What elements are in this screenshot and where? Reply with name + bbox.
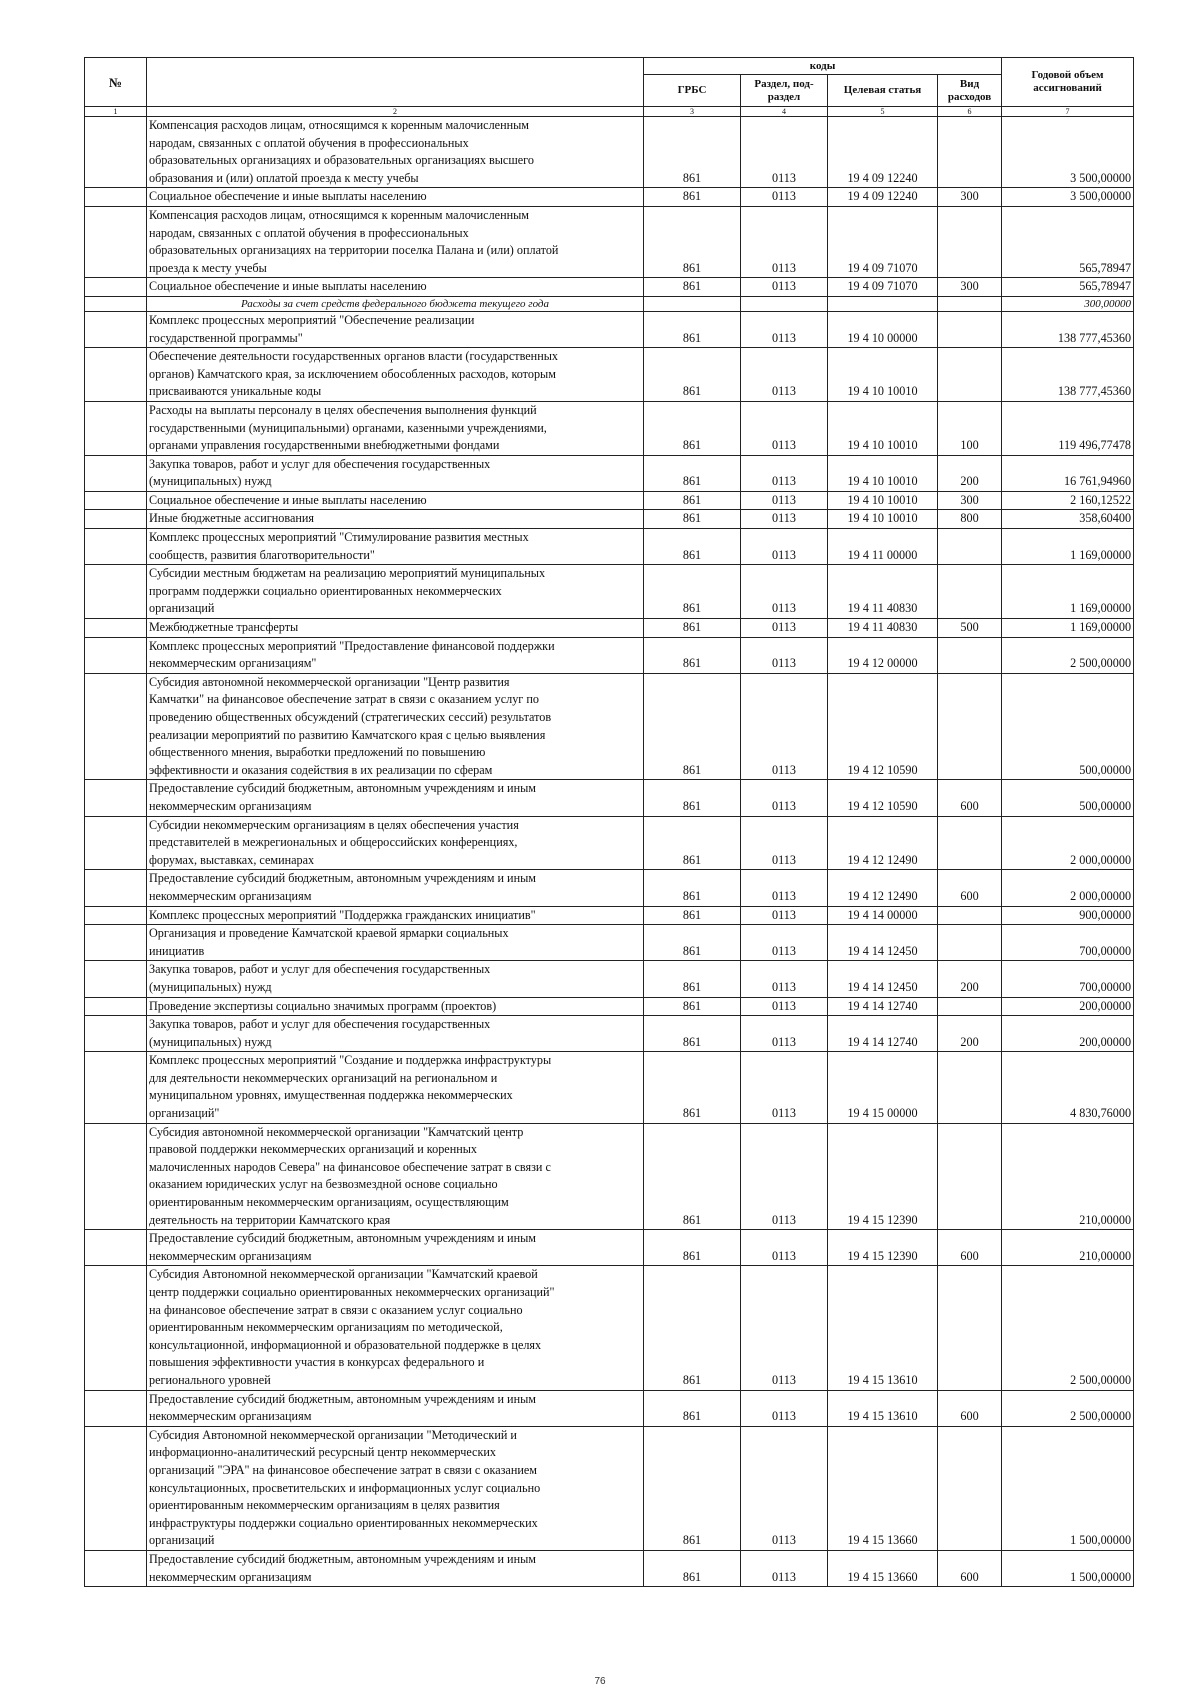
row-section: 0113 (741, 188, 828, 207)
table-header (85, 58, 1134, 117)
column-index: 5 (828, 107, 938, 117)
row-section: 0113 (741, 925, 828, 961)
table-row (85, 1426, 1134, 1550)
header-annual-amount: Годовой объем ассигнований (1002, 58, 1134, 107)
row-target-article: 19 4 10 10010 (828, 401, 938, 455)
row-number-cell (85, 1550, 147, 1586)
row-description: Предоставление субсидий бюджетным, автономным учреждениям и иным некоммерческим организациям (147, 870, 644, 906)
row-grbs: 861 (644, 491, 741, 510)
row-description: Организация и проведение Камчатской краевой ярмарки социальных инициатив (147, 925, 644, 961)
row-target-article: 19 4 14 12740 (828, 997, 938, 1016)
row-grbs: 861 (644, 529, 741, 565)
page-number: 76 (594, 1676, 606, 1687)
row-amount: 1 169,00000 (1002, 619, 1134, 638)
row-expense-kind (938, 311, 1002, 347)
row-number-cell (85, 1123, 147, 1230)
table-row (85, 348, 1134, 402)
row-expense-kind (938, 348, 1002, 402)
row-grbs: 861 (644, 401, 741, 455)
row-number-cell (85, 278, 147, 297)
table-row (85, 206, 1134, 277)
row-grbs: 861 (644, 311, 741, 347)
row-target-article: 19 4 14 00000 (828, 906, 938, 925)
row-section: 0113 (741, 455, 828, 491)
row-description: Комплекс процессных мероприятий "Создание и поддержка инфраструктуры для деятельности некоммерческих организаций на региональном и муниципальном уровнях, имущественная поддержка некоммерческих организаций" (147, 1052, 644, 1123)
header-expense-kind: Вид расходов (938, 75, 1002, 107)
row-description: Расходы за счет средств федерального бюджета текущего года (147, 296, 644, 311)
header-section: Раздел, под- раздел (741, 75, 828, 107)
row-section: 0113 (741, 278, 828, 297)
row-grbs: 861 (644, 619, 741, 638)
column-index-row (85, 107, 1134, 117)
row-target-article: 19 4 14 12450 (828, 961, 938, 997)
row-amount: 4 830,76000 (1002, 1052, 1134, 1123)
row-number-cell (85, 296, 147, 311)
row-number-cell (85, 206, 147, 277)
row-target-article: 19 4 12 12490 (828, 816, 938, 870)
row-number-cell (85, 1052, 147, 1123)
table-row (85, 529, 1134, 565)
row-section: 0113 (741, 1052, 828, 1123)
row-grbs: 861 (644, 510, 741, 529)
table-row (85, 565, 1134, 619)
row-description: Комплекс процессных мероприятий "Стимулирование развития местных сообществ, развития благотворительности" (147, 529, 644, 565)
table-row (85, 188, 1134, 207)
row-grbs: 861 (644, 278, 741, 297)
budget-table-sheet (84, 57, 1133, 1587)
row-description: Закупка товаров, работ и услуг для обеспечения государственных (муниципальных) нужд (147, 1016, 644, 1052)
budget-table (84, 57, 1134, 1587)
row-section: 0113 (741, 673, 828, 780)
row-section: 0113 (741, 565, 828, 619)
row-section: 0113 (741, 510, 828, 529)
row-amount: 2 000,00000 (1002, 870, 1134, 906)
row-grbs: 861 (644, 1052, 741, 1123)
row-section: 0113 (741, 1390, 828, 1426)
row-grbs: 861 (644, 1426, 741, 1550)
row-grbs: 861 (644, 455, 741, 491)
row-number-cell (85, 906, 147, 925)
table-row (85, 1266, 1134, 1390)
row-grbs: 861 (644, 565, 741, 619)
row-target-article: 19 4 15 13660 (828, 1550, 938, 1586)
table-row (85, 997, 1134, 1016)
row-amount: 2 000,00000 (1002, 816, 1134, 870)
row-description: Субсидия автономной некоммерческой организации "Камчатский центр правовой поддержки некоммерческих организаций и коренных малочисленных народов Севера" на финансовое обеспечение затрат в связи с оказанием юридических услуг на безвозмездной основе социально ориентированным некоммерческим организациям, осуществляющим деятельность на территории Камчатского края (147, 1123, 644, 1230)
row-section: 0113 (741, 906, 828, 925)
row-amount: 900,00000 (1002, 906, 1134, 925)
row-section: 0113 (741, 1016, 828, 1052)
header-number: № (85, 58, 147, 107)
row-target-article: 19 4 15 13660 (828, 1426, 938, 1550)
row-grbs (644, 296, 741, 311)
row-description: Социальное обеспечение и иные выплаты населению (147, 278, 644, 297)
row-number-cell (85, 637, 147, 673)
row-description: Предоставление субсидий бюджетным, автономным учреждениям и иным некоммерческим организациям (147, 1550, 644, 1586)
row-number-cell (85, 997, 147, 1016)
row-expense-kind (938, 673, 1002, 780)
row-expense-kind: 100 (938, 401, 1002, 455)
row-expense-kind: 600 (938, 780, 1002, 816)
row-number-cell (85, 565, 147, 619)
row-target-article: 19 4 10 10010 (828, 455, 938, 491)
row-number-cell (85, 529, 147, 565)
row-expense-kind (938, 1426, 1002, 1550)
row-expense-kind: 300 (938, 278, 1002, 297)
row-section: 0113 (741, 816, 828, 870)
row-section: 0113 (741, 311, 828, 347)
row-description: Межбюджетные трансферты (147, 619, 644, 638)
row-expense-kind (938, 529, 1002, 565)
row-grbs: 861 (644, 188, 741, 207)
column-index: 7 (1002, 107, 1134, 117)
row-description: Иные бюджетные ассигнования (147, 510, 644, 529)
header-description (147, 58, 644, 107)
row-number-cell (85, 1266, 147, 1390)
row-amount: 700,00000 (1002, 925, 1134, 961)
row-description: Социальное обеспечение и иные выплаты населению (147, 188, 644, 207)
row-number-cell (85, 1390, 147, 1426)
row-expense-kind: 600 (938, 1390, 1002, 1426)
row-grbs: 861 (644, 961, 741, 997)
row-description: Обеспечение деятельности государственных органов власти (государственных органов) Камчатского края, за исключением обособленных расходов, которым присваиваются уникальные коды (147, 348, 644, 402)
row-amount: 210,00000 (1002, 1230, 1134, 1266)
row-target-article: 19 4 12 00000 (828, 637, 938, 673)
row-amount: 2 500,00000 (1002, 1266, 1134, 1390)
row-amount: 565,78947 (1002, 278, 1134, 297)
row-section: 0113 (741, 1230, 828, 1266)
table-row (85, 311, 1134, 347)
row-amount: 300,00000 (1002, 296, 1134, 311)
row-description: Предоставление субсидий бюджетным, автономным учреждениям и иным некоммерческим организациям (147, 780, 644, 816)
row-amount: 2 500,00000 (1002, 1390, 1134, 1426)
row-target-article: 19 4 12 12490 (828, 870, 938, 906)
row-section: 0113 (741, 780, 828, 816)
row-number-cell (85, 311, 147, 347)
row-grbs: 861 (644, 117, 741, 188)
column-index: 1 (85, 107, 147, 117)
table-row (85, 673, 1134, 780)
row-target-article: 19 4 10 10010 (828, 491, 938, 510)
row-number-cell (85, 348, 147, 402)
row-amount: 565,78947 (1002, 206, 1134, 277)
row-grbs: 861 (644, 1016, 741, 1052)
row-description: Субсидия Автономной некоммерческой организации "Методический и информационно-аналитический ресурсный центр некоммерческих организаций "ЭРА" на финансовое обеспечение затрат в связи с оказанием консультационных, просветительских и информационных услуг социально ориентированным некоммерческим организациям в целях развития инфраструктуры поддержки социально ориентированных некоммерческих организаций (147, 1426, 644, 1550)
header-grbs: ГРБС (644, 75, 741, 107)
row-expense-kind (938, 1266, 1002, 1390)
header-target-article: Целевая статья (828, 75, 938, 107)
row-section (741, 296, 828, 311)
row-number-cell (85, 188, 147, 207)
row-amount: 1 169,00000 (1002, 565, 1134, 619)
row-expense-kind: 200 (938, 1016, 1002, 1052)
table-row (85, 780, 1134, 816)
row-amount: 1 500,00000 (1002, 1426, 1134, 1550)
row-expense-kind (938, 925, 1002, 961)
row-grbs: 861 (644, 906, 741, 925)
row-expense-kind: 300 (938, 188, 1002, 207)
row-section: 0113 (741, 1266, 828, 1390)
row-description: Компенсация расходов лицам, относящимся к коренным малочисленным народам, связанных с оплатой обучения в профессиональных образовательных организациях и образовательных организациях высшего образования и (или) оплатой проезда к месту учебы (147, 117, 644, 188)
row-amount: 210,00000 (1002, 1123, 1134, 1230)
row-section: 0113 (741, 961, 828, 997)
row-number-cell (85, 870, 147, 906)
column-index: 4 (741, 107, 828, 117)
row-grbs: 861 (644, 1123, 741, 1230)
row-expense-kind (938, 206, 1002, 277)
row-description: Субсидии местным бюджетам на реализацию мероприятий муниципальных программ поддержки социально ориентированных некоммерческих организаций (147, 565, 644, 619)
row-section: 0113 (741, 206, 828, 277)
row-description: Комплекс процессных мероприятий "Обеспечение реализации государственной программы" (147, 311, 644, 347)
row-target-article: 19 4 14 12740 (828, 1016, 938, 1052)
row-description: Расходы на выплаты персоналу в целях обеспечения выполнения функций государственными (муниципальными) органами, казенными учреждениями, органами управления государственными внебюджетными фондами (147, 401, 644, 455)
row-number-cell (85, 780, 147, 816)
table-row (85, 1230, 1134, 1266)
row-description: Проведение экспертизы социально значимых программ (проектов) (147, 997, 644, 1016)
row-number-cell (85, 1230, 147, 1266)
header-codes: коды (644, 58, 1002, 75)
row-amount: 3 500,00000 (1002, 188, 1134, 207)
table-body (85, 117, 1134, 1587)
row-target-article: 19 4 15 13610 (828, 1390, 938, 1426)
table-row (85, 1550, 1134, 1586)
row-target-article: 19 4 15 13610 (828, 1266, 938, 1390)
row-grbs: 861 (644, 1230, 741, 1266)
row-amount: 200,00000 (1002, 1016, 1134, 1052)
row-description: Субсидия автономной некоммерческой организации "Центр развития Камчатки" на финансовое обеспечение затрат в связи с оказанием услуг по проведению общественных обсуждений (стратегических сессий) результатов реализации мероприятий по развитию Камчатского края с целью выявления общественного мнения, выработки предложений по повышению эффективности и оказания содействия в их реализации по сферам (147, 673, 644, 780)
row-number-cell (85, 961, 147, 997)
row-expense-kind: 200 (938, 455, 1002, 491)
row-description: Субсидии некоммерческим организациям в целях обеспечения участия представителей в межрегиональных и общероссийских конференциях, форумах, выставках, семинарах (147, 816, 644, 870)
row-expense-kind (938, 906, 1002, 925)
row-grbs: 861 (644, 1550, 741, 1586)
row-number-cell (85, 455, 147, 491)
table-row (85, 455, 1134, 491)
row-expense-kind (938, 117, 1002, 188)
table-row (85, 1052, 1134, 1123)
row-grbs: 861 (644, 1390, 741, 1426)
row-amount: 2 160,12522 (1002, 491, 1134, 510)
row-number-cell (85, 619, 147, 638)
row-amount: 138 777,45360 (1002, 348, 1134, 402)
table-row (85, 117, 1134, 188)
row-target-article: 19 4 09 71070 (828, 278, 938, 297)
row-amount: 3 500,00000 (1002, 117, 1134, 188)
row-section: 0113 (741, 1123, 828, 1230)
row-expense-kind: 600 (938, 1230, 1002, 1266)
row-target-article: 19 4 10 00000 (828, 311, 938, 347)
row-section: 0113 (741, 401, 828, 455)
row-section: 0113 (741, 870, 828, 906)
table-row (85, 816, 1134, 870)
row-description: Субсидия Автономной некоммерческой организации "Камчатский краевой центр поддержки социально ориентированных некоммерческих организаций" на финансовое обеспечение затрат в связи с оказанием услуг социально ориентированным некоммерческим организациям по методической, консультационной, информационной и образовательной поддержке в целях повышения эффективности участия в конкурсах федерального и регионального уровней (147, 1266, 644, 1390)
table-row (85, 906, 1134, 925)
table-row (85, 637, 1134, 673)
row-target-article: 19 4 15 00000 (828, 1052, 938, 1123)
table-row (85, 925, 1134, 961)
row-number-cell (85, 117, 147, 188)
table-row (85, 1123, 1134, 1230)
row-grbs: 861 (644, 780, 741, 816)
row-target-article (828, 296, 938, 311)
row-section: 0113 (741, 637, 828, 673)
row-amount: 700,00000 (1002, 961, 1134, 997)
row-description: Закупка товаров, работ и услуг для обеспечения государственных (муниципальных) нужд (147, 961, 644, 997)
row-target-article: 19 4 11 40830 (828, 619, 938, 638)
row-expense-kind (938, 296, 1002, 311)
table-row (85, 1390, 1134, 1426)
row-expense-kind (938, 997, 1002, 1016)
row-grbs: 861 (644, 997, 741, 1016)
table-row (85, 510, 1134, 529)
row-target-article: 19 4 10 10010 (828, 510, 938, 529)
row-target-article: 19 4 09 12240 (828, 188, 938, 207)
row-target-article: 19 4 11 40830 (828, 565, 938, 619)
row-grbs: 861 (644, 816, 741, 870)
table-row (85, 870, 1134, 906)
row-number-cell (85, 510, 147, 529)
row-target-article: 19 4 12 10590 (828, 673, 938, 780)
row-expense-kind: 800 (938, 510, 1002, 529)
row-description: Компенсация расходов лицам, относящимся к коренным малочисленным народам, связанных с оплатой обучения в профессиональных образовательных организациях на территории поселка Палана и (или) оплатой проезда к месту учебы (147, 206, 644, 277)
row-description: Предоставление субсидий бюджетным, автономным учреждениям и иным некоммерческим организациям (147, 1230, 644, 1266)
row-amount: 16 761,94960 (1002, 455, 1134, 491)
row-expense-kind: 300 (938, 491, 1002, 510)
table-row (85, 401, 1134, 455)
row-target-article: 19 4 09 12240 (828, 117, 938, 188)
column-index: 3 (644, 107, 741, 117)
row-number-cell (85, 401, 147, 455)
table-row (85, 491, 1134, 510)
row-grbs: 861 (644, 348, 741, 402)
table-row (85, 278, 1134, 297)
row-target-article: 19 4 15 12390 (828, 1123, 938, 1230)
row-amount: 200,00000 (1002, 997, 1134, 1016)
row-number-cell (85, 1016, 147, 1052)
row-expense-kind (938, 1123, 1002, 1230)
row-expense-kind (938, 565, 1002, 619)
row-target-article: 19 4 14 12450 (828, 925, 938, 961)
row-target-article: 19 4 12 10590 (828, 780, 938, 816)
row-section: 0113 (741, 117, 828, 188)
row-amount: 1 500,00000 (1002, 1550, 1134, 1586)
row-number-cell (85, 673, 147, 780)
row-amount: 500,00000 (1002, 780, 1134, 816)
row-grbs: 861 (644, 673, 741, 780)
row-target-article: 19 4 11 00000 (828, 529, 938, 565)
column-index: 6 (938, 107, 1002, 117)
row-amount: 138 777,45360 (1002, 311, 1134, 347)
table-row (85, 296, 1134, 311)
row-grbs: 861 (644, 870, 741, 906)
row-expense-kind: 600 (938, 870, 1002, 906)
row-section: 0113 (741, 348, 828, 402)
row-target-article: 19 4 09 71070 (828, 206, 938, 277)
row-expense-kind: 200 (938, 961, 1002, 997)
row-description: Закупка товаров, работ и услуг для обеспечения государственных (муниципальных) нужд (147, 455, 644, 491)
row-expense-kind: 600 (938, 1550, 1002, 1586)
row-description: Комплекс процессных мероприятий "Поддержка гражданских инициатив" (147, 906, 644, 925)
row-expense-kind (938, 816, 1002, 870)
row-description: Социальное обеспечение и иные выплаты населению (147, 491, 644, 510)
row-expense-kind (938, 637, 1002, 673)
row-number-cell (85, 816, 147, 870)
row-section: 0113 (741, 1550, 828, 1586)
column-index: 2 (147, 107, 644, 117)
row-grbs: 861 (644, 206, 741, 277)
row-amount: 119 496,77478 (1002, 401, 1134, 455)
row-section: 0113 (741, 491, 828, 510)
row-grbs: 861 (644, 925, 741, 961)
row-target-article: 19 4 10 10010 (828, 348, 938, 402)
row-section: 0113 (741, 997, 828, 1016)
row-grbs: 861 (644, 1266, 741, 1390)
table-row (85, 1016, 1134, 1052)
row-description: Комплекс процессных мероприятий "Предоставление финансовой поддержки некоммерческим организациям" (147, 637, 644, 673)
row-expense-kind: 500 (938, 619, 1002, 638)
row-amount: 500,00000 (1002, 673, 1134, 780)
row-amount: 1 169,00000 (1002, 529, 1134, 565)
row-number-cell (85, 491, 147, 510)
row-amount: 358,60400 (1002, 510, 1134, 529)
row-target-article: 19 4 15 12390 (828, 1230, 938, 1266)
row-section: 0113 (741, 529, 828, 565)
row-section: 0113 (741, 1426, 828, 1550)
row-expense-kind (938, 1052, 1002, 1123)
row-amount: 2 500,00000 (1002, 637, 1134, 673)
row-number-cell (85, 1426, 147, 1550)
row-description: Предоставление субсидий бюджетным, автономным учреждениям и иным некоммерческим организациям (147, 1390, 644, 1426)
row-grbs: 861 (644, 637, 741, 673)
table-row (85, 961, 1134, 997)
row-section: 0113 (741, 619, 828, 638)
row-number-cell (85, 925, 147, 961)
table-row (85, 619, 1134, 638)
